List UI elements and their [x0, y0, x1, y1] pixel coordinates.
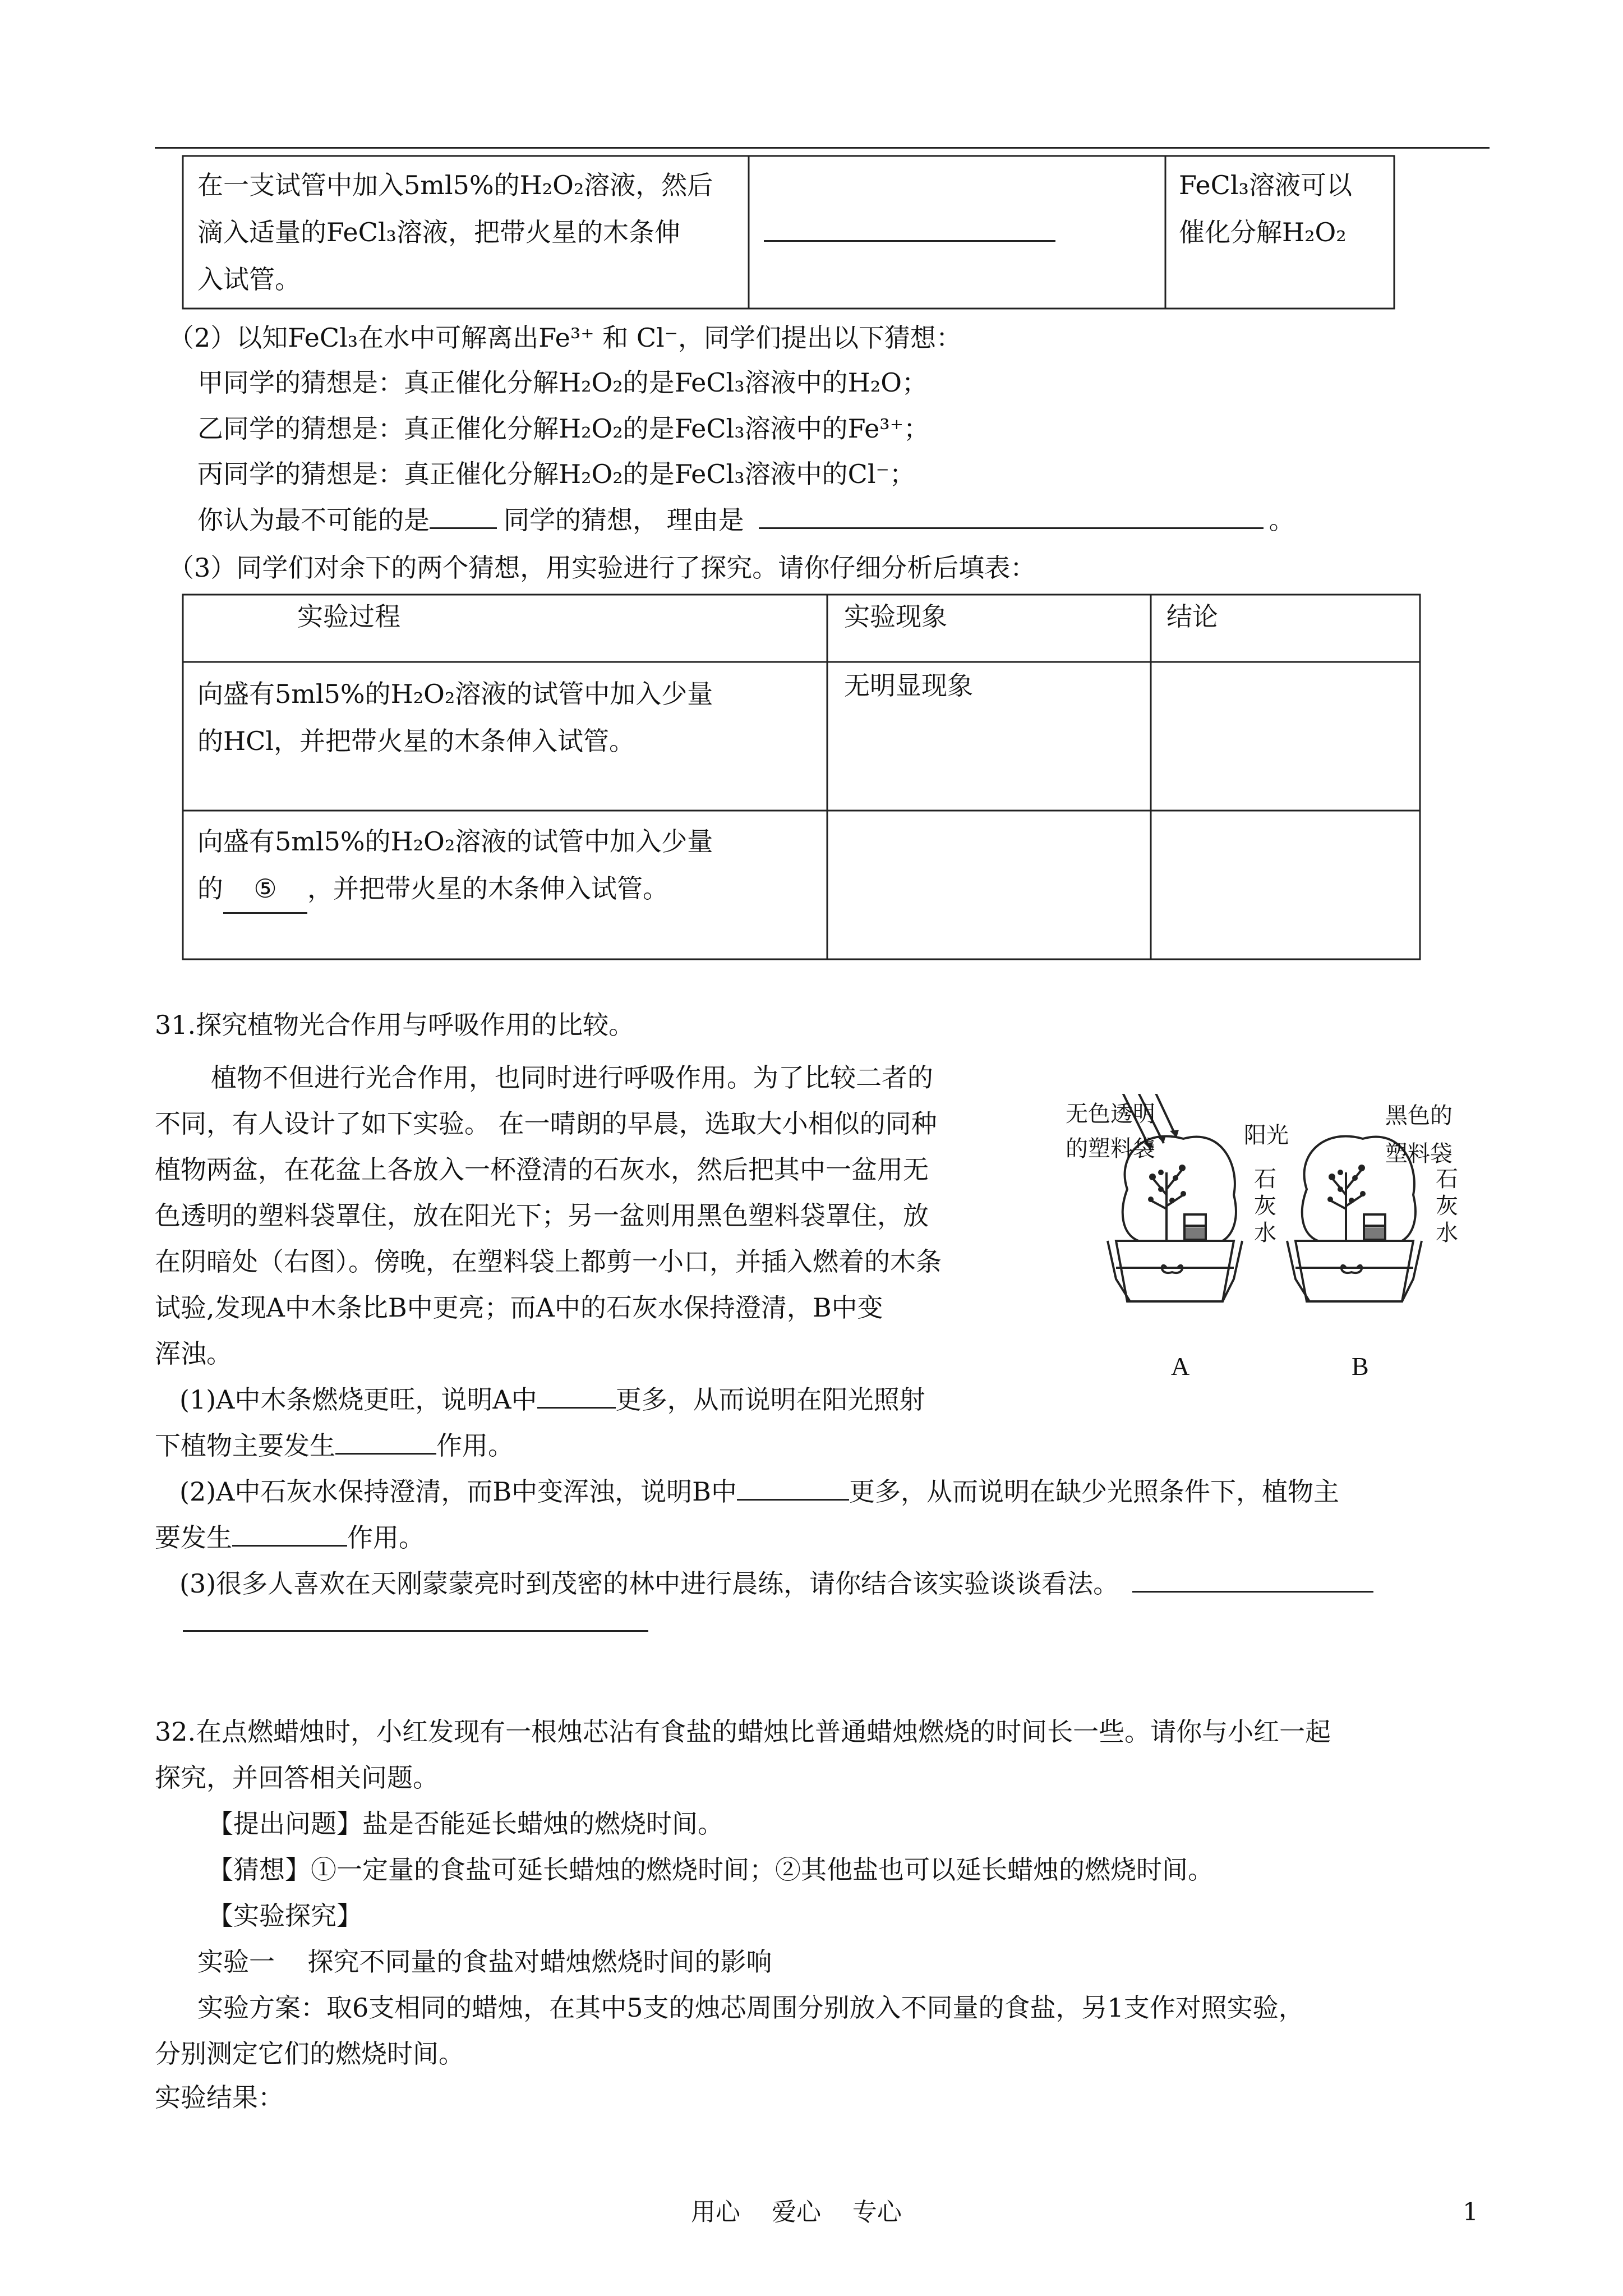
q2-intro: （2）以知FeCl₃在水中可解离出Fe³⁺ 和 Cl⁻，同学们提出以下猜想：	[168, 323, 962, 353]
fig-a-bag-label	[1066, 1097, 1155, 1166]
q3-row2-de: 的	[197, 873, 223, 904]
q3-header-process: 实验过程	[297, 601, 400, 632]
q32-guess: 【猜想】①一定量的食盐可延长蜡烛的燃烧时间；②其他盐也可以延长蜡烛的燃烧时间。	[208, 1855, 1214, 1885]
page-number: 1	[1463, 2198, 1478, 2226]
q31-sub2-line2	[155, 1522, 425, 1553]
q32-plan-line1: 实验方案：取6支相同的蜡烛，在其中5支的烛芯周围分别放入不同量的食盐，另1支作对照实验，	[197, 1993, 1304, 2023]
q2-least-likely-blank[interactable]	[430, 505, 497, 529]
fig-limewater-b	[1436, 1166, 1458, 1246]
q31-sub3-text: (3)很多人喜欢在天刚蒙蒙亮时到茂密的林中进行晨练，请你结合该实验谈谈看法。	[179, 1568, 1119, 1599]
q31-paragraph	[155, 1055, 942, 1377]
table1-conclusion-line: 催化分解H₂O₂	[1179, 217, 1347, 247]
q31-sub3-blank2[interactable]	[183, 1630, 648, 1632]
q3-row2-tail: ，并把带火星的木条伸入试管。	[307, 873, 668, 904]
q31-sub1-b: 更多，从而说明在阳光照射	[615, 1384, 925, 1415]
q31-sub2-c: 要发生	[155, 1522, 232, 1553]
q31-sub2-blank1[interactable]	[737, 1476, 849, 1501]
q31-sub1-d: 作用。	[436, 1430, 514, 1461]
q2-ask-middle: 同学的猜想， 理由是	[504, 505, 744, 535]
q31-para-line: 试验,发现A中木条比B中更亮；而A中的石灰水保持澄清，B中变	[155, 1292, 883, 1323]
q2-ask-end: 。	[1269, 505, 1295, 535]
fig-a-bag-label-line: 无色透明	[1066, 1101, 1155, 1127]
q31-sub1-c: 下植物主要发生	[155, 1430, 335, 1461]
q3-header-conclusion: 结论	[1166, 601, 1218, 632]
q31-sub1-a: (1)A中木条燃烧更旺，说明A中	[179, 1384, 537, 1415]
q31-para-line: 不同，有人设计了如下实验。 在一晴朗的早晨，选取大小相似的同种	[155, 1108, 937, 1139]
fig-limewater-b-char: 灰	[1436, 1193, 1458, 1219]
q31-sub1-blank2[interactable]	[335, 1430, 436, 1455]
q31-sub2-line1	[179, 1476, 1339, 1507]
q31-para-line: 在阴暗处（右图）。傍晚，在塑料袋上都剪一小口，并插入燃着的木条	[155, 1246, 942, 1277]
footer-motto: 用心 爱心 专心	[691, 2198, 902, 2226]
q31-sub3-blank1[interactable]	[1132, 1568, 1373, 1593]
table1-process-line: 滴入适量的FeCl₃溶液，把带火星的木条伸	[197, 217, 680, 247]
q31-sub1-line1	[179, 1384, 925, 1415]
fig-sun-label: 阳光	[1244, 1122, 1289, 1148]
fig-limewater-b-char: 水	[1436, 1220, 1458, 1246]
q3-row2-process-line: 向盛有5ml5%的H₂O₂溶液的试管中加入少量	[197, 826, 713, 857]
q32-exp1: 实验一 探究不同量的食盐对蜡烛燃烧时间的影响	[197, 1947, 772, 1977]
q2-guess-jia: 甲同学的猜想是：真正催化分解H₂O₂的是FeCl₃溶液中的H₂O；	[197, 367, 928, 398]
q32-explore: 【实验探究】	[208, 1901, 362, 1931]
q3-row2-process	[197, 818, 713, 914]
fig-b-bag-label-line: 黑色的	[1385, 1103, 1453, 1129]
q31-title: 31.探究植物光合作用与呼吸作用的比较。	[155, 1010, 635, 1040]
q2-ask-prefix: 你认为最不可能的是	[197, 505, 430, 535]
table1-conclusion-line: FeCl₃溶液可以	[1179, 170, 1352, 200]
q31-sub2-b: 更多，从而说明在缺少光照条件下，植物主	[849, 1476, 1339, 1507]
q31-sub1-blank1[interactable]	[537, 1384, 616, 1409]
q3-row1-process-line: 的HCl，并把带火星的木条伸入试管。	[197, 726, 635, 756]
q3-row2-process-line	[197, 865, 713, 914]
q32-result: 实验结果：	[155, 2082, 284, 2113]
fig-label-a: A	[1171, 1352, 1190, 1381]
q31-sub2-d: 作用。	[347, 1522, 425, 1553]
fig-limewater-a-char: 水	[1254, 1220, 1276, 1246]
q32-plan-line2: 分别测定它们的燃烧时间。	[155, 2039, 464, 2069]
q31-para-line: 植物不但进行光合作用，也同时进行呼吸作用。为了比较二者的	[211, 1062, 933, 1093]
fig-label-b: B	[1352, 1352, 1369, 1381]
q31-para-line: 植物两盆，在花盆上各放入一杯澄清的石灰水，然后把其中一盆用无	[155, 1154, 929, 1185]
q32-intro-line2: 探究，并回答相关问题。	[155, 1763, 439, 1793]
table1-process-line: 入试管。	[197, 264, 301, 295]
q3-row1-process-line: 向盛有5ml5%的H₂O₂溶液的试管中加入少量	[197, 679, 713, 709]
q31-para-line: 浑浊。	[155, 1338, 232, 1369]
q32-intro-line1: 32.在点燃蜡烛时，小红发现有一根烛芯沾有食盐的蜡烛比普通蜡烛燃烧的时间长一些。请你与小红一起	[155, 1717, 1331, 1747]
q31-sub1-line2	[155, 1430, 514, 1461]
q3-row1-phenomenon: 无明显现象	[844, 670, 973, 701]
q2-ask	[197, 505, 1295, 536]
fig-a-bag-label-line: 的塑料袋	[1066, 1136, 1155, 1162]
q3-intro: （3）同学们对余下的两个猜想，用实验进行了探究。请你仔细分析后填表：	[168, 553, 1036, 583]
q32-question: 【提出问题】盐是否能延长蜡烛的燃烧时间。	[208, 1809, 723, 1839]
q31-sub2-blank2[interactable]	[232, 1522, 347, 1547]
fig-b-bag-label-line: 塑料袋	[1385, 1141, 1453, 1167]
q31-sub2-a: (2)A中石灰水保持澄清，而B中变浑浊，说明B中	[179, 1476, 737, 1507]
q3-row1-process	[197, 670, 713, 765]
fig-limewater-a-char: 灰	[1254, 1193, 1276, 1219]
table1-conclusion-cell	[1179, 162, 1352, 256]
fig-limewater-a-char: 石	[1254, 1166, 1276, 1192]
fig-limewater-b-char: 石	[1436, 1166, 1458, 1192]
q3-row2-blank[interactable]: ⑤	[223, 865, 307, 914]
q3-row2-conclusion-cell[interactable]	[1155, 816, 1413, 954]
q31-para-line: 色透明的塑料袋罩住，放在阳光下；另一盆则用黑色塑料袋罩住，放	[155, 1200, 929, 1231]
fig-limewater-a	[1254, 1166, 1276, 1246]
q2-guess-yi: 乙同学的猜想是：真正催化分解H₂O₂的是FeCl₃溶液中的Fe³⁺；	[197, 413, 930, 444]
q31-sub3-line1	[179, 1568, 1373, 1599]
q3-row2-phenomenon-cell[interactable]	[833, 816, 1147, 954]
q3-header-phenomenon: 实验现象	[844, 601, 947, 632]
table1-process-line: 在一支试管中加入5ml5%的H₂O₂溶液，然后	[197, 170, 713, 200]
table1-process-cell	[197, 162, 713, 303]
q2-reason-blank[interactable]	[759, 505, 1264, 529]
table1-phenomenon-blank[interactable]	[764, 214, 1055, 242]
q3-row1-conclusion-cell[interactable]	[1155, 668, 1413, 805]
q2-guess-bing: 丙同学的猜想是：真正催化分解H₂O₂的是FeCl₃溶液中的Cl⁻；	[197, 459, 915, 489]
fig-b-bag-label	[1385, 1097, 1453, 1173]
